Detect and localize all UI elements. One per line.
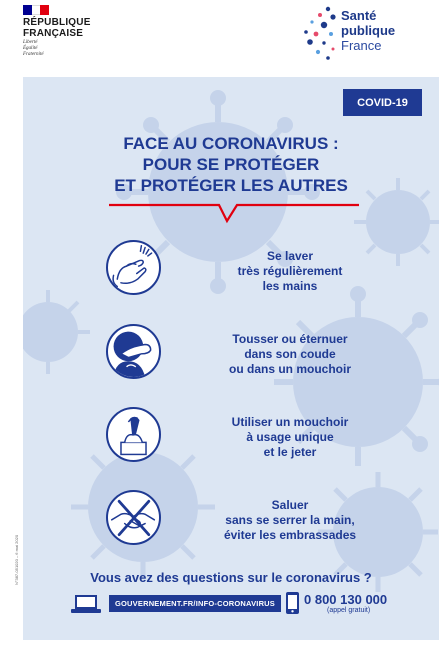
republic-line-1: RÉPUBLIQUE — [23, 17, 91, 28]
document-reference: N°387-051020 – 6 mai 2020 — [14, 534, 19, 585]
step-1-line-3: les mains — [262, 279, 318, 293]
flag-red — [40, 5, 49, 15]
step-4-line-2: sans se serrer la main, — [225, 513, 355, 527]
step-1-line-1: Se laver — [266, 249, 314, 263]
no-handshake-icon — [106, 490, 161, 545]
info-coronavirus-link[interactable]: GOUVERNEMENT.FR/INFO-CORONAVIRUS — [109, 595, 281, 612]
speech-bubble-underline — [109, 201, 359, 229]
step-text-hand-washing — [190, 249, 390, 294]
headline-line-2: POUR SE PROTÉGER — [142, 155, 320, 174]
republic-line-2: FRANÇAISE — [23, 28, 84, 39]
spf-line-1: Santé — [341, 8, 377, 23]
covid-19-badge: COVID-19 — [343, 89, 422, 116]
hotline-number[interactable]: 0 800 130 000 — [304, 592, 388, 607]
step-2-line-2: dans son coude — [244, 347, 336, 361]
republic-motto — [23, 40, 44, 58]
motto-liberte: Liberté — [23, 40, 38, 45]
flag-blue — [23, 5, 32, 15]
covid-poster — [23, 77, 439, 640]
republique-francaise-logo — [23, 17, 91, 39]
step-2-line-3: ou dans un mouchoir — [229, 362, 351, 376]
cough-elbow-icon — [106, 324, 161, 379]
hotline-note: (appel gratuit) — [327, 607, 371, 614]
flag-white — [32, 5, 41, 15]
headline-line-1: FACE AU CORONAVIRUS : — [123, 134, 339, 153]
spf-line-3: France — [341, 38, 382, 53]
tissue-box-icon — [106, 407, 161, 462]
motto-fraternite: Fraternité — [23, 52, 44, 57]
step-3-line-2: à usage unique — [246, 430, 334, 444]
hand-washing-icon — [106, 240, 161, 295]
step-text-tissue — [190, 415, 390, 460]
step-4-line-3: éviter les embrassades — [223, 528, 357, 542]
step-text-greeting — [190, 498, 390, 543]
step-3-line-1: Utiliser un mouchoir — [231, 415, 349, 429]
sante-publique-france-logo — [341, 8, 395, 53]
step-2-line-1: Tousser ou éternuer — [232, 332, 348, 346]
spf-line-2: publique — [341, 23, 396, 38]
step-3-line-3: et le jeter — [263, 445, 317, 459]
headline-line-3: ET PROTÉGER LES AUTRES — [114, 176, 348, 195]
phone-icon — [286, 592, 299, 614]
laptop-icon — [71, 594, 101, 614]
step-4-line-1: Saluer — [271, 498, 309, 512]
motto-egalite: Égalité — [23, 46, 38, 51]
step-1-line-2: très régulièrement — [237, 264, 343, 278]
step-text-cough-elbow — [190, 332, 390, 377]
question-text: Vous avez des questions sur le coronavirus ? — [90, 570, 372, 585]
poster-headline — [63, 133, 399, 196]
french-flag — [23, 5, 49, 15]
